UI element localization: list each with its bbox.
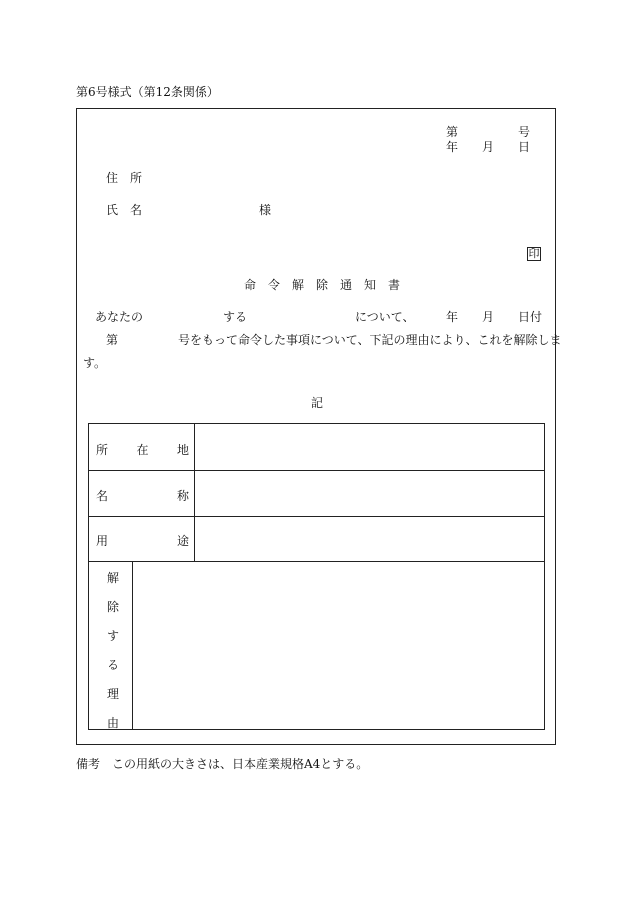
document-title: 命 令 解 除 通 知 書 [244, 278, 401, 292]
table-row-divider [89, 470, 544, 471]
location-label: 所 在 地 [96, 443, 189, 457]
body-line1-f: 日付 [518, 310, 543, 324]
body-line2-b: 号をもって命令した事項について、下記の理由により、これを解除しま [178, 333, 562, 347]
body-line1-e: 月 [482, 310, 495, 324]
name-row-label: 名 称 [96, 489, 189, 503]
use-label: 用 途 [96, 534, 189, 548]
ki-heading: 記 [311, 396, 324, 410]
form-number-title: 第6号様式（第12条関係） [76, 85, 219, 99]
body-line3: す。 [83, 356, 107, 370]
number-prefix: 第 [446, 125, 459, 139]
body-line1-d: 年 [446, 310, 459, 324]
body-line1-c: について、 [355, 310, 415, 324]
table-row-divider [89, 561, 544, 562]
seal-stamp-box: 印 [528, 247, 540, 260]
table-col-divider [132, 561, 133, 730]
table-row-divider [89, 516, 544, 517]
name-label: 氏 名 [106, 203, 143, 217]
details-table: 所 在 地 名 称 用 途 解 除 す る 理 由 [88, 423, 545, 730]
footer-note: 備考 この用紙の大きさは、日本産業規格A4とする。 [76, 757, 369, 771]
date-month: 月 [482, 140, 495, 154]
date-day: 日 [518, 140, 531, 154]
number-suffix: 号 [518, 125, 531, 139]
honorific: 様 [259, 203, 272, 217]
address-label: 住 所 [106, 171, 143, 185]
body-line2-a: 第 [106, 333, 119, 347]
table-col-divider [194, 424, 195, 561]
body-line1-a: あなたの [95, 310, 144, 324]
body-line1-b: する [223, 310, 248, 324]
date-year: 年 [446, 140, 459, 154]
